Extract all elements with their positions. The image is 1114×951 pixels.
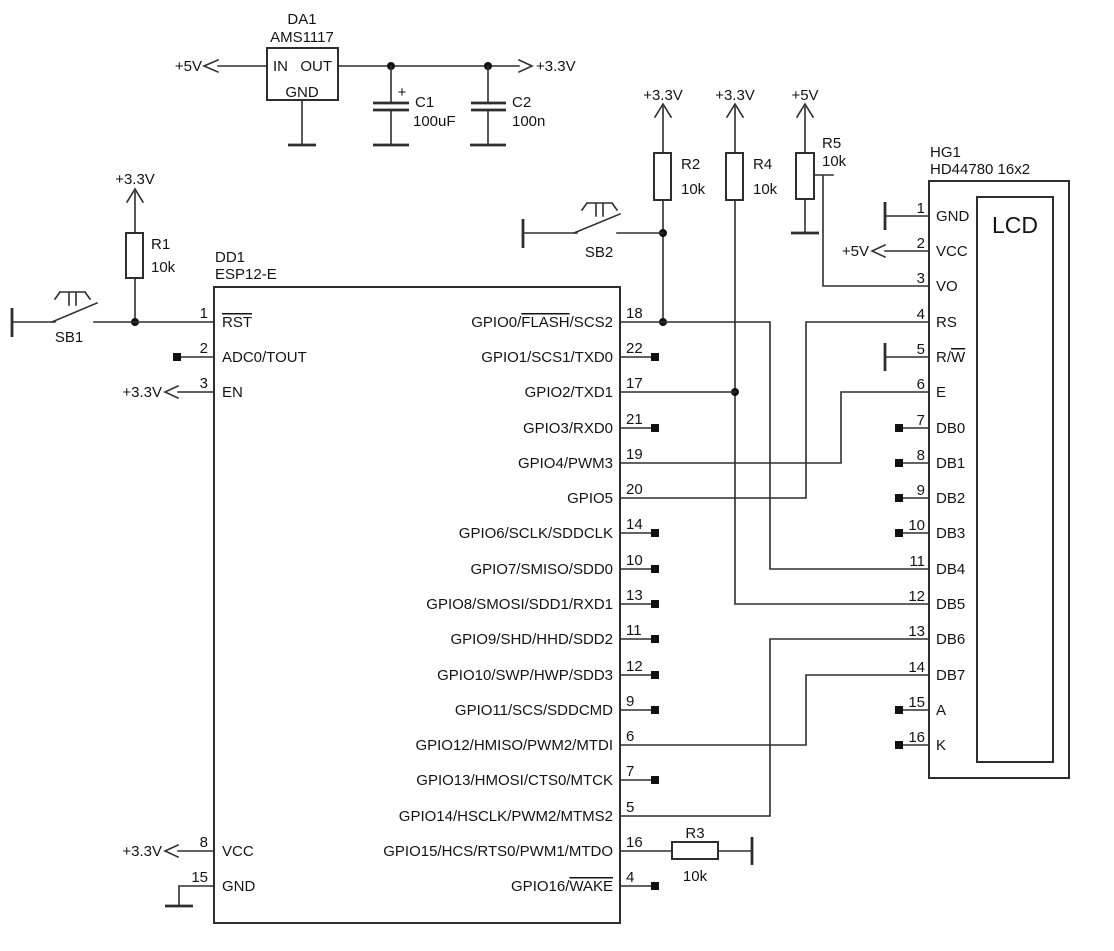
mcu-pin-number: 14 [626,516,643,533]
resistor-value: 10k [753,181,778,198]
resistor-r5-body [796,153,814,199]
nc-stub-square [651,600,659,608]
label-segment: DB0 [936,420,966,437]
mcu-pin-label [416,772,613,789]
mcu-pin-label [567,490,613,507]
net-gpio4-e [620,392,929,463]
lcd-pin-label [936,278,958,295]
mcu-pin-label [222,349,307,366]
lcd-pin-number: 7 [916,412,925,429]
mcu-pin-label [222,878,256,895]
lcd-pin-label [936,455,965,472]
lcd-pin-number: 10 [908,517,925,534]
lcd-pin-number: 9 [916,482,925,499]
lcd-screen-label: LCD [991,212,1039,238]
label-segment: GPIO13/HMOSI/CTS0/MTCK [416,772,613,789]
label-segment: FLASH [521,314,570,331]
mcu-pin-label [222,843,254,860]
lcd-pin-number: 15 [908,694,925,711]
button-lever-icon [574,214,620,233]
lcd-pin-number: 3 [916,270,925,287]
lcd-pin-label [936,490,965,507]
lcd-pin-number: 2 [916,235,925,252]
label-segment: GPIO4/PWM3 [517,455,613,472]
capacitor-c1 [373,66,456,145]
button-ref: SB2 [584,244,614,261]
lcd-ref: HG1 [930,144,961,161]
mcu-pin-number: 17 [626,375,643,392]
mcu-pin-label [518,455,613,472]
label-segment: GPIO1/SCS1/TXD0 [481,349,613,366]
nc-stub-square [651,776,659,784]
mcu-pin-number: 1 [199,305,208,322]
resistor-r1-body [126,233,143,278]
capacitor-value: 100uF [413,113,456,130]
power-label-5v: +5V [791,87,819,104]
bus-wires [620,322,929,816]
nc-stub-square [651,353,659,361]
label-segment: GPIO10/SWP/HWP/SDD3 [437,667,613,684]
power-label-3v3: +3.3V [643,87,683,104]
wire [735,200,929,604]
mcu-pin-label [525,384,613,401]
lcd-pin-label [936,384,946,401]
lcd-pin-number: 12 [908,588,925,605]
nc-stub-square [651,635,659,643]
label-segment: VCC [936,243,968,260]
label-segment: DB3 [936,525,966,542]
resistor-value: 10k [681,181,706,198]
label-segment: GPIO6/SCLK/SDDCLK [458,525,613,542]
nc-stub-square [651,706,659,714]
button-plunger-icon [582,203,617,216]
mcu [191,249,659,923]
mcu-pin-number: 8 [199,834,208,851]
nc-stub-square [651,882,659,890]
mcu-pin-number: 9 [626,693,635,710]
resistor-value: 10k [151,259,176,276]
mcu-pin-number: 4 [626,869,635,886]
button-plunger-icon [55,292,90,305]
resistor-ref: R4 [753,156,773,173]
label-segment: GPIO15/HCS/RTS0/PWM1/MTDO [383,843,613,860]
resistor-ref: R5 [822,135,842,152]
mcu-left-wiring [122,353,214,906]
mcu-pin-number: 19 [626,446,643,463]
mcu-pin-label [481,349,613,366]
lcd-pin-number: 6 [916,376,925,393]
lcd-pin-label [936,596,965,613]
nc-stub-square [173,353,181,361]
capacitor-plates-icon [373,103,409,110]
mcu-pin-label [470,561,613,578]
nc-stub-square [651,565,659,573]
net-gpio12-db7 [620,675,929,745]
regulator-pin-out: OUT [300,58,332,75]
mcu-pin-label [415,737,613,754]
capacitor-c2 [470,66,545,145]
label-segment: DB2 [936,490,966,507]
label-segment: GPIO14/HSCLK/PWM2/MTMS2 [398,808,613,825]
net-gpio5-rs [620,322,929,498]
resistor-value: 10k [682,868,708,885]
lcd-pin-label [936,243,968,260]
button-sb1 [12,292,214,346]
lcd-pin-label [936,208,970,225]
mcu-pin-label [523,420,613,437]
mcu-pin-label [459,525,613,542]
label-segment: RS [936,314,957,331]
lcd-pin-label [936,631,965,648]
power-arrow-left-icon [165,845,178,857]
lcd-pin-number: 4 [916,306,925,323]
power-label-3v3: +3.3V [536,58,576,75]
regulator-ref: DA1 [287,11,317,28]
label-segment: WAKE [569,878,613,895]
mcu-pin-number: 5 [626,799,635,816]
power-label-5v: +5V [841,243,869,260]
nc-stub-square [895,424,903,432]
resistor-r4-body [726,153,743,200]
label-segment: GND [936,208,970,225]
lcd-pin-label [936,667,965,684]
label-segment: EN [222,384,243,401]
capacitor-plates-icon [471,103,506,110]
mcu-pin-number: 7 [626,763,635,780]
label-segment: E [936,384,947,401]
label-segment: GPIO2/TXD1 [524,384,613,401]
label-segment: GPIO3/RXD0 [522,420,613,437]
power-arrow-left-icon [165,386,178,398]
mcu-pin-number: 20 [626,481,643,498]
label-segment: GPIO7/SMISO/SDD0 [470,561,613,578]
label-segment: GPIO11/SCS/SDDCMD [454,702,613,719]
label-segment: GPIO0/ [471,314,522,331]
mcu-pin-number: 15 [191,869,208,886]
lcd-pin-number: 13 [908,623,925,640]
mcu-pin-number: 12 [626,658,643,675]
power-arrow-right-icon [519,60,532,72]
mcu-pin-label [471,314,613,331]
label-segment: GND [222,878,256,895]
mcu-pin-label [426,596,613,613]
lcd-body [929,181,1069,778]
resistor-r3-body [672,842,718,859]
label-segment: DB1 [936,455,966,472]
nc-stub-square [651,671,659,679]
wire [179,886,214,906]
label-segment: DB6 [936,631,966,648]
label-segment: GPIO5 [567,490,613,507]
label-segment: DB5 [936,596,966,613]
lcd-pin-number: 11 [909,553,925,570]
lcd-pin-label [936,349,966,366]
mcu-pin-number: 21 [626,411,643,428]
regulator-pin-in: IN [273,58,288,75]
label-segment: GPIO16/ [511,878,570,895]
lcd [895,144,1069,778]
lcd-pin-label [936,420,965,437]
resistor-ref: R3 [685,825,705,842]
nc-stub-square [651,424,659,432]
mcu-pin-label [450,631,613,648]
label-segment: A [936,702,947,719]
label-segment: DB7 [936,667,966,684]
mcu-pin-number: 22 [626,340,643,357]
capacitor-ref: C2 [512,94,532,111]
lcd-pin-number: 16 [908,729,925,746]
button-sb2 [523,203,663,261]
button-ref: SB1 [54,329,84,346]
lcd-pin-number: 1 [916,200,925,217]
mcu-pin-number: 11 [626,622,642,639]
lcd-pin-label [936,702,946,719]
resistor-r2-body [654,153,671,200]
lcd-pin-label [936,314,957,331]
lcd-pin-label [936,525,965,542]
power-label-3v3: +3.3V [122,384,162,401]
power-label-3v3: +3.3V [115,171,155,188]
regulator-section [175,11,576,145]
nc-stub-square [895,706,903,714]
power-arrow-left-icon [204,60,218,72]
label-segment: /SCS2 [569,314,613,331]
nc-stub-square [895,459,903,467]
mcu-pin-number: 2 [199,340,208,357]
lcd-pin-number: 5 [916,341,925,358]
net-gpio0-db4 [620,322,929,569]
reset-circuit [12,171,214,346]
mcu-pin-label [222,314,252,331]
lcd-part: HD44780 16x2 [930,161,1031,178]
lcd-pin-number: 8 [916,447,925,464]
label-segment: GPIO9/SHD/HHD/SDD2 [450,631,613,648]
power-label-3v3: +3.3V [122,843,162,860]
capacitor-ref: C1 [415,94,435,111]
mcu-pin-number: 6 [626,728,635,745]
regulator-pin-gnd: GND [285,84,319,101]
lcd-pin-label [936,561,965,578]
capacitor-value: 100n [512,113,546,130]
mcu-pin-label [383,843,613,860]
mcu-pin-number: 16 [626,834,643,851]
mcu-pin-label [399,808,613,825]
nc-stub-square [895,494,903,502]
lcd-pin-label [936,737,946,754]
power-label-5v: +5V [174,58,202,75]
label-segment: DB4 [936,561,966,578]
label-segment: ADC0/TOUT [222,349,307,366]
power-arrow-left-icon [872,245,885,257]
mcu-pin-number: 13 [626,587,643,604]
mcu-pin-label [511,878,613,895]
resistor-ref: R1 [151,236,171,253]
lcd-pin-number: 14 [908,659,925,676]
mcu-pin-label [437,667,613,684]
resistor-ref: R2 [681,156,701,173]
mcu-pin-number: 10 [626,552,643,569]
capacitor-polarity: + [397,84,407,101]
label-segment: GPIO8/SMOSI/SDD1/RXD1 [426,596,613,613]
mcu-pin-label [222,384,243,401]
label-segment: GPIO12/HMISO/PWM2/MTDI [415,737,613,754]
nc-stub-square [895,741,903,749]
button-lever-icon [52,303,97,322]
regulator-part: AMS1117 [270,29,334,46]
wire [814,175,929,286]
label-segment: VO [936,278,958,295]
nc-stub-square [895,529,903,537]
resistor-value: 10k [822,153,847,170]
label-segment: RST [222,314,252,331]
label-segment: W [951,349,966,366]
nc-stub-square [651,529,659,537]
power-label-3v3: +3.3V [715,87,755,104]
label-segment: R/ [936,349,951,366]
mcu-pin-label [455,702,613,719]
mcu-pin-number: 18 [626,305,643,322]
label-segment: VCC [222,843,254,860]
mcu-pin-number: 3 [199,375,208,392]
label-segment: K [936,737,947,754]
mcu-ref: DD1 [215,249,246,266]
net-gpio14-db6 [620,639,929,816]
mcu-part: ESP12-E [215,266,277,283]
